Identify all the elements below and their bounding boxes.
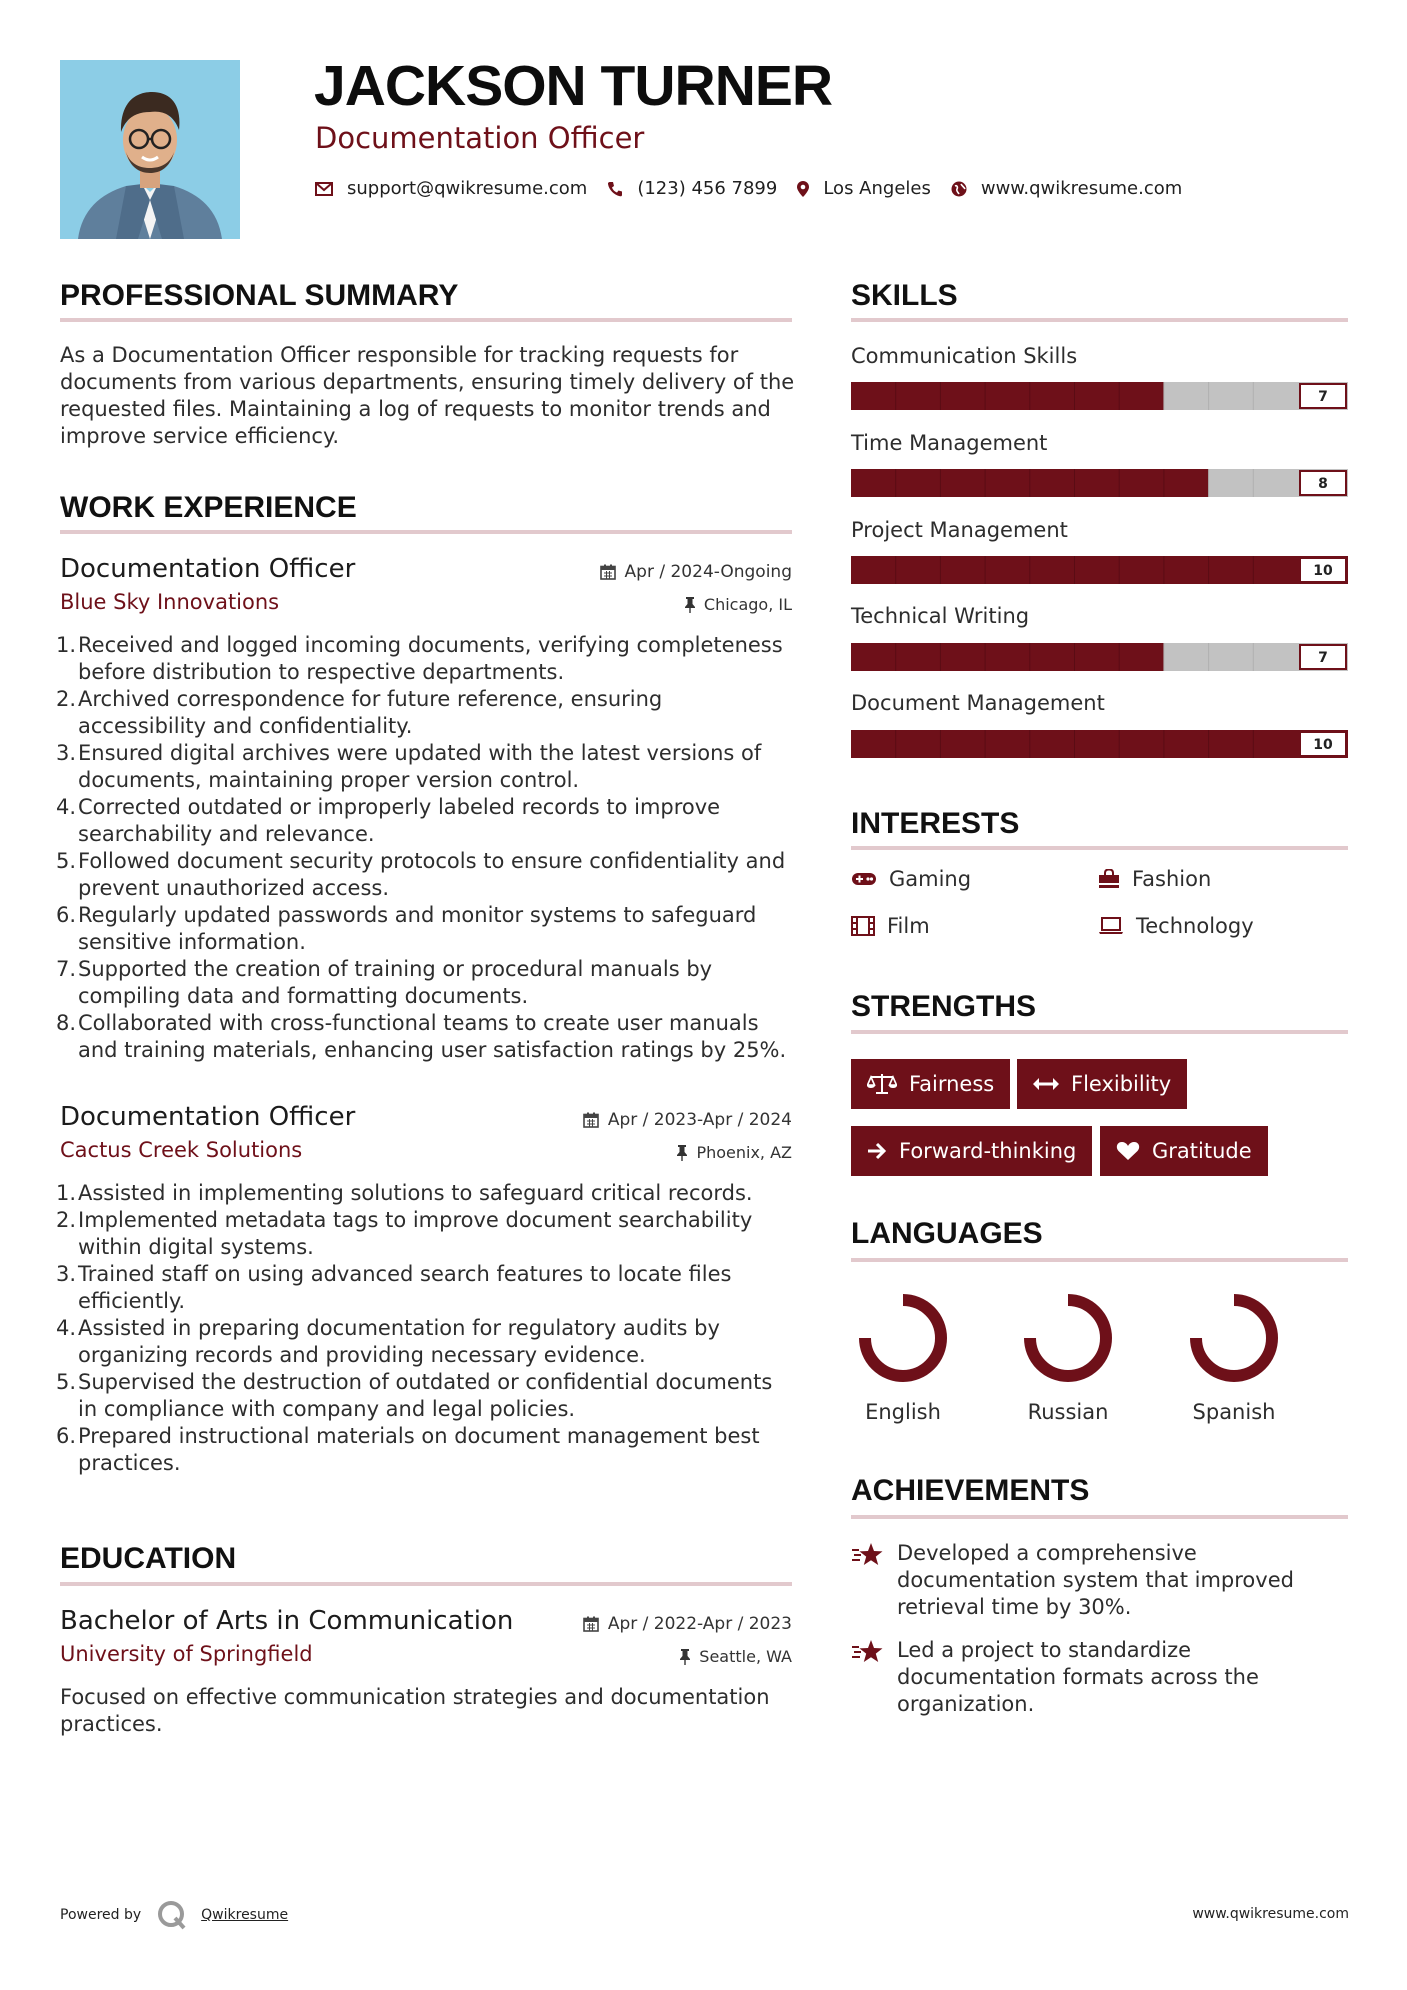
skill-bar-segment — [1075, 469, 1120, 497]
interest-item — [1098, 867, 1211, 891]
work-experience-divider — [60, 530, 792, 534]
skill-bar-segment — [1253, 382, 1298, 410]
skill-rating-bar — [851, 730, 1348, 758]
profile-photo — [60, 60, 240, 239]
globe-icon — [951, 181, 967, 197]
interest-item — [851, 867, 971, 891]
job-location-text: Phoenix, AZ — [696, 1143, 792, 1162]
education-date-text: Apr / 2022-Apr / 2023 — [607, 1614, 792, 1634]
strength-tag — [851, 1126, 1092, 1176]
list-item: Supervised the destruction of outdated or confidential documents in compliance with company and legal policies. — [78, 1370, 773, 1421]
qwikresume-logo-icon — [157, 1900, 187, 1930]
skill-bar-segment — [1253, 556, 1298, 584]
skill-bar-segment — [940, 469, 985, 497]
achievements-heading: ACHIEVEMENTS — [851, 1474, 1090, 1507]
language-label: Spanish — [1192, 1400, 1276, 1424]
skill-bar-segment — [1119, 556, 1164, 584]
skill-bar-segment — [851, 556, 896, 584]
skill-bar-segment — [1164, 730, 1209, 758]
calendar-icon — [600, 564, 616, 580]
skill-bar-segment — [940, 730, 985, 758]
skill-bar-segment — [1209, 382, 1254, 410]
achievement-text: Led a project to standardize documentation formats across the organization. — [897, 1638, 1259, 1716]
contact-location-text: Los Angeles — [823, 178, 931, 199]
skill-level-value: 7 — [1318, 389, 1328, 405]
strengths-heading: STRENGTHS — [851, 990, 1037, 1023]
company-name: Blue Sky Innovations — [60, 590, 280, 614]
skill-level-value: 8 — [1318, 476, 1328, 492]
language-label: Russian — [1027, 1400, 1109, 1424]
languages-divider — [851, 1258, 1348, 1262]
job-date — [600, 562, 792, 582]
gamepad-icon — [851, 871, 877, 887]
skill-bar-segment — [1209, 730, 1254, 758]
calendar-icon — [583, 1112, 599, 1128]
qwikresume-link[interactable]: Qwikresume — [201, 1907, 289, 1923]
skill-bar-segment — [1164, 382, 1209, 410]
interest-item — [851, 914, 930, 938]
skill-bar-segment — [1119, 643, 1164, 671]
skill-bar-segment — [851, 730, 896, 758]
list-item: Trained staff on using advanced search features to locate files efficiently. — [78, 1262, 732, 1313]
language-item — [1008, 1288, 1128, 1424]
skill-bar-segment — [940, 643, 985, 671]
contact-location — [797, 178, 931, 199]
list-item: Corrected outdated or improperly labeled records to improve searchability and relevance. — [78, 795, 721, 846]
skill-bar-segment — [940, 382, 985, 410]
skill-bar-segment — [851, 382, 896, 410]
education-entry — [60, 1608, 792, 1738]
candidate-title: Documentation Officer — [315, 121, 645, 155]
contact-bar — [315, 178, 1202, 199]
interests-heading: INTERESTS — [851, 807, 1020, 840]
job-title: Documentation Officer — [60, 554, 356, 584]
arrows-horizontal-icon — [1033, 1077, 1059, 1091]
skill-name: Document Management — [851, 691, 1105, 715]
skill-rating-bar — [851, 643, 1348, 671]
interest-label: Film — [887, 914, 930, 938]
laptop-icon — [1098, 917, 1124, 935]
skill-bar-segment — [1164, 556, 1209, 584]
strength-tag — [851, 1059, 1010, 1109]
skill-level-value: 10 — [1313, 563, 1333, 579]
job-entry — [60, 556, 792, 1064]
star-icon — [851, 1639, 885, 1665]
contact-website[interactable] — [951, 178, 1182, 199]
list-item: Assisted in preparing documentation for regulatory audits by organizing records and providing necessary evidence. — [78, 1316, 720, 1367]
list-item: Regularly updated passwords and monitor systems to safeguard sensitive information. — [78, 903, 757, 954]
language-level-arc — [1030, 1300, 1106, 1376]
job-date — [583, 1110, 792, 1130]
language-item — [1174, 1288, 1294, 1424]
contact-website-text: www.qwikresume.com — [980, 178, 1183, 199]
language-level-ring — [853, 1288, 953, 1388]
job-date-text: Apr / 2024-Ongoing — [624, 562, 792, 582]
education-date — [583, 1614, 792, 1634]
education-divider — [60, 1582, 792, 1586]
skill-bar-segment — [1164, 469, 1209, 497]
list-item: Implemented metadata tags to improve document searchability within digital systems. — [78, 1208, 753, 1259]
achievement-item — [851, 1637, 1311, 1718]
heart-icon — [1116, 1141, 1140, 1161]
skill-bar-segment — [1119, 730, 1164, 758]
powered-by-text: Powered by — [60, 1907, 142, 1923]
pushpin-icon — [679, 1649, 691, 1665]
skill-rating-bar — [851, 556, 1348, 584]
candidate-name: JACKSON TURNER — [314, 54, 833, 118]
achievements-divider — [851, 1515, 1348, 1519]
summary-heading: PROFESSIONAL SUMMARY — [60, 279, 459, 312]
contact-phone[interactable] — [607, 178, 777, 199]
shopping-bag-icon — [1098, 869, 1120, 889]
summary-text: As a Documentation Officer responsible for tracking requests for documents from various departments, ensuring timely delivery of the requested files. Maintaining a log of requests to monitor trends and improve service efficiency. — [60, 343, 795, 448]
balance-scale-icon — [867, 1073, 897, 1095]
star-icon — [851, 1542, 885, 1568]
interest-label: Gaming — [889, 867, 972, 891]
interests-divider — [851, 846, 1348, 850]
work-experience-heading: WORK EXPERIENCE — [60, 491, 357, 524]
phone-icon — [607, 181, 623, 197]
skill-bar-segment — [1075, 556, 1120, 584]
skill-name: Communication Skills — [851, 344, 1078, 368]
job-title: Documentation Officer — [60, 1102, 356, 1132]
pushpin-icon — [684, 597, 696, 613]
achievement-item — [851, 1540, 1311, 1621]
school-name: University of Springfield — [60, 1642, 313, 1666]
education-description: Focused on effective communication strategies and documentation practices. — [60, 1685, 770, 1736]
skill-bar-segment — [896, 469, 941, 497]
interest-label: Fashion — [1132, 867, 1212, 891]
arrow-right-icon — [867, 1142, 887, 1160]
skill-bar-segment — [985, 730, 1030, 758]
language-item — [843, 1288, 963, 1424]
skill-bar-segment — [1209, 469, 1254, 497]
strength-label: Gratitude — [1152, 1139, 1252, 1163]
job-location — [676, 1143, 792, 1162]
education-heading: EDUCATION — [60, 1542, 237, 1575]
job-duties-list — [60, 1180, 792, 1477]
skill-bar-segment — [985, 469, 1030, 497]
interest-item — [1098, 914, 1254, 938]
skill-bar-segment — [1030, 556, 1075, 584]
education-location — [679, 1647, 792, 1666]
skill-bar-segment — [896, 643, 941, 671]
job-date-text: Apr / 2023-Apr / 2024 — [607, 1110, 792, 1130]
skill-bar-segment — [1209, 643, 1254, 671]
strength-tag — [1100, 1126, 1268, 1176]
skill-bar-segment — [1030, 469, 1075, 497]
skill-bar-segment — [985, 643, 1030, 671]
job-location — [684, 595, 792, 614]
footer-url[interactable]: www.qwikresume.com — [1192, 1906, 1349, 1922]
job-entry — [60, 1104, 792, 1477]
skill-name: Time Management — [851, 431, 1048, 455]
interest-label: Technology — [1136, 914, 1254, 938]
skill-bar-segment — [985, 556, 1030, 584]
map-marker-icon — [797, 181, 809, 197]
strength-tag — [1017, 1059, 1187, 1109]
achievement-text: Developed a comprehensive documentation system that improved retrieval time by 30%. — [897, 1541, 1294, 1619]
skill-bar-segment — [1030, 730, 1075, 758]
strengths-divider — [851, 1030, 1348, 1034]
calendar-icon — [583, 1616, 599, 1632]
skill-rating-bar — [851, 469, 1348, 497]
skill-name: Technical Writing — [851, 604, 1030, 628]
skill-bar-segment — [851, 643, 896, 671]
contact-email-text: support@qwikresume.com — [347, 178, 588, 199]
skill-level-value: 7 — [1318, 650, 1328, 666]
skill-bar-segment — [940, 556, 985, 584]
skill-bar-segment — [985, 382, 1030, 410]
list-item: Followed document security protocols to ensure confidentiality and prevent unauthorized access. — [78, 849, 786, 900]
skill-bar-segment — [1253, 643, 1298, 671]
skill-bar-segment — [1209, 556, 1254, 584]
languages-heading: LANGUAGES — [851, 1217, 1043, 1250]
job-duties-list — [60, 632, 792, 1064]
list-item: Supported the creation of training or procedural manuals by compiling data and formatting documents. — [78, 957, 713, 1008]
list-item: Assisted in implementing solutions to safeguard critical records. — [78, 1181, 753, 1205]
list-item: Prepared instructional materials on document management best practices. — [78, 1424, 760, 1475]
job-location-text: Chicago, IL — [703, 595, 792, 614]
skill-bar-segment — [1075, 643, 1120, 671]
skill-bar-segment — [1253, 469, 1298, 497]
envelope-icon — [315, 182, 333, 196]
film-icon — [851, 916, 875, 936]
summary-divider — [60, 318, 792, 322]
skill-bar-segment — [1030, 643, 1075, 671]
degree-title: Bachelor of Arts in Communication — [60, 1606, 514, 1636]
contact-phone-text: (123) 456 7899 — [637, 178, 778, 199]
skill-bar-segment — [1253, 730, 1298, 758]
list-item: Ensured digital archives were updated with the latest versions of documents, maintaining proper version control. — [78, 741, 762, 792]
skill-level-value: 10 — [1313, 737, 1333, 753]
strength-label: Fairness — [909, 1072, 995, 1096]
skill-bar-segment — [851, 469, 896, 497]
skill-bar-segment — [1119, 469, 1164, 497]
language-level-arc — [1196, 1300, 1272, 1376]
language-label: English — [865, 1400, 941, 1424]
skill-bar-segment — [896, 730, 941, 758]
skill-bar-segment — [1119, 382, 1164, 410]
contact-email[interactable] — [315, 178, 587, 199]
skill-bar-segment — [896, 382, 941, 410]
strength-label: Forward-thinking — [899, 1139, 1077, 1163]
skill-bar-segment — [896, 556, 941, 584]
language-level-ring — [1184, 1288, 1284, 1388]
list-item: Collaborated with cross-functional teams to create user manuals and training materials, enhancing user satisfaction ratings by 25%. — [78, 1011, 787, 1062]
footer-powered-by — [60, 1900, 288, 1930]
skill-bar-segment — [1075, 382, 1120, 410]
skill-rating-bar — [851, 382, 1348, 410]
pushpin-icon — [676, 1145, 688, 1161]
education-location-text: Seattle, WA — [699, 1647, 792, 1666]
skills-heading: SKILLS — [851, 279, 958, 312]
list-item: Archived correspondence for future reference, ensuring accessibility and confidentiality. — [78, 687, 663, 738]
skill-bar-segment — [1030, 382, 1075, 410]
language-level-arc — [865, 1300, 941, 1376]
company-name: Cactus Creek Solutions — [60, 1138, 303, 1162]
strength-label: Flexibility — [1071, 1072, 1172, 1096]
language-level-ring — [1018, 1288, 1118, 1388]
skill-bar-segment — [1164, 643, 1209, 671]
skill-name: Project Management — [851, 518, 1068, 542]
list-item: Received and logged incoming documents, verifying completeness before distribution to respective departments. — [78, 633, 783, 684]
skill-bar-segment — [1075, 730, 1120, 758]
skills-divider — [851, 318, 1348, 322]
